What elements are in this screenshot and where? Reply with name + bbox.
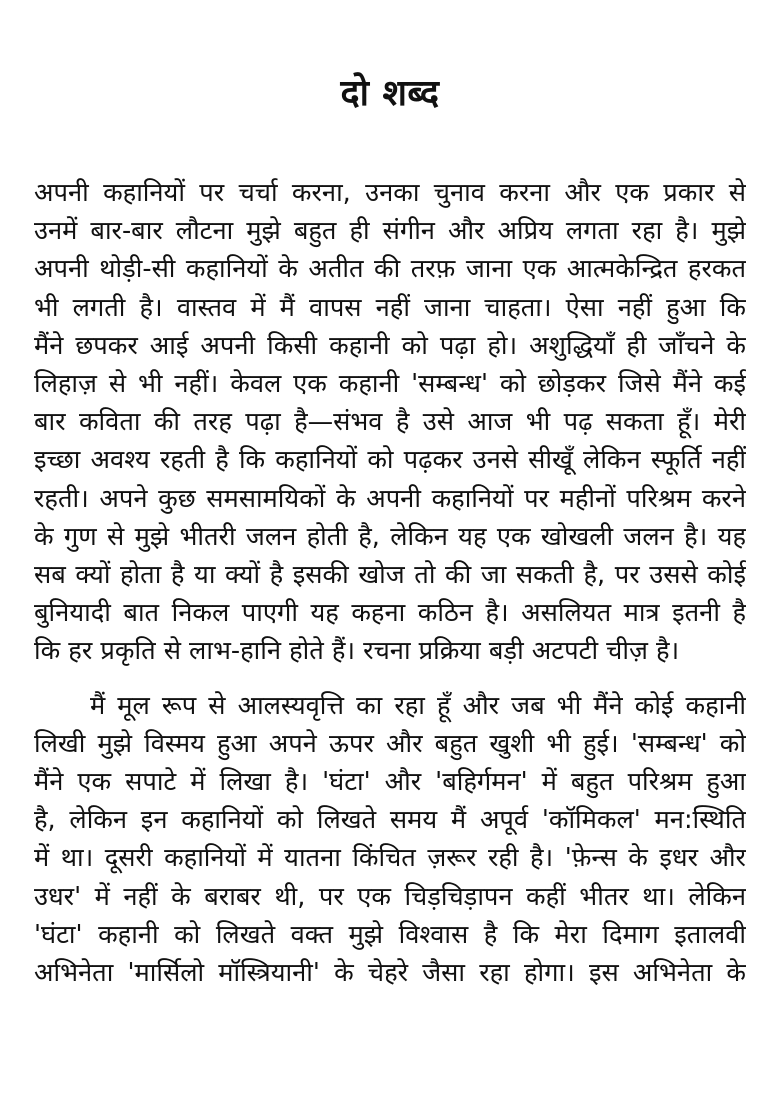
text-line: इच्छा अवश्य रहती है कि कहानियों को पढ़कर उनसे सीखूँ लेकिन स्फूर्ति नहीं	[34, 445, 746, 476]
text-line: बुनियादी बात निकल पाएगी यह कहना कठिन है। असलियत मात्र इतनी है	[34, 598, 746, 629]
text-line: उधर' में नहीं के बराबर थी, पर एक चिड़चिड़ापन कहीं भीतर था। लेकिन	[34, 881, 746, 912]
text-line: अभिनेता 'मार्सिलो मॉस्त्रियानी' के चेहरे जैसा रहा होगा। इस अभिनेता के	[34, 958, 746, 989]
text-line: मैंने छपकर आई अपनी किसी कहानी को पढ़ा हो। अशुद्धियाँ ही जाँचने के	[34, 330, 746, 361]
text-line: मैं मूल रूप से आलस्यवृत्ति का रहा हूँ और जब भी मैंने कोई कहानी	[90, 690, 746, 721]
paragraph-1	[34, 174, 746, 671]
text-line: बार कविता की तरह पढ़ा है—संभव है उसे आज भी पढ़ सकता हूँ। मेरी	[34, 407, 746, 438]
text-line: के गुण से मुझे भीतरी जलन होती है, लेकिन यह एक खोखली जलन है। यह	[34, 521, 746, 552]
text-line: 'घंटा' कहानी को लिखते वक्त मुझे विश्वास है कि मेरा दिमाग इतालवी	[34, 919, 746, 950]
text-line: मैंने एक सपाटे में लिखा है। 'घंटा' और 'बहिर्गमन' में बहुत परिश्रम हुआ	[34, 767, 746, 798]
text-line: रहती। अपने कुछ समसामयिकों के अपनी कहानियों पर महीनों परिश्रम करने	[34, 483, 746, 514]
text-line: में था। दूसरी कहानियों में यातना किंचित ज़रूर रही है। 'फ़ेन्स के इधर और	[34, 843, 746, 874]
text-line: है, लेकिन इन कहानियों को लिखते समय मैं अपूर्व 'कॉमिकल' मन:स्थिति	[34, 805, 746, 836]
text-line: अपनी कहानियों पर चर्चा करना, उनका चुनाव करना और एक प्रकार से	[34, 178, 746, 208]
text-line: अपनी थोड़ी-सी कहानियों के अतीत की तरफ़ जाना एक आत्मकेन्द्रित हरकत	[34, 254, 746, 285]
text-line: भी लगती है। वास्तव में मैं वापस नहीं जाना चाहता। ऐसा नहीं हुआ कि	[34, 292, 746, 323]
text-line: लिखी मुझे विस्मय हुआ अपने ऊपर और बहुत खुशी भी हुई। 'सम्बन्ध' को	[34, 728, 746, 759]
page-title: दो शब्द	[340, 73, 440, 114]
paragraph-2	[34, 687, 746, 993]
text-line: सब क्यों होता है या क्यों है इसकी खोज तो की जा सकती है, पर उससे कोई	[34, 560, 746, 591]
text-line: लिहाज़ से भी नहीं। केवल एक कहानी 'सम्बन्ध' को छोड़कर जिसे मैंने कई	[34, 369, 746, 400]
text-line: कि हर प्रकृति से लाभ-हानि होते हैं। रचना प्रक्रिया बड़ी अटपटी चीज़ है।	[34, 636, 680, 667]
text-line: उनमें बार-बार लौटना मुझे बहुत ही संगीन और अप्रिय लगता रहा है। मुझे	[34, 216, 746, 247]
